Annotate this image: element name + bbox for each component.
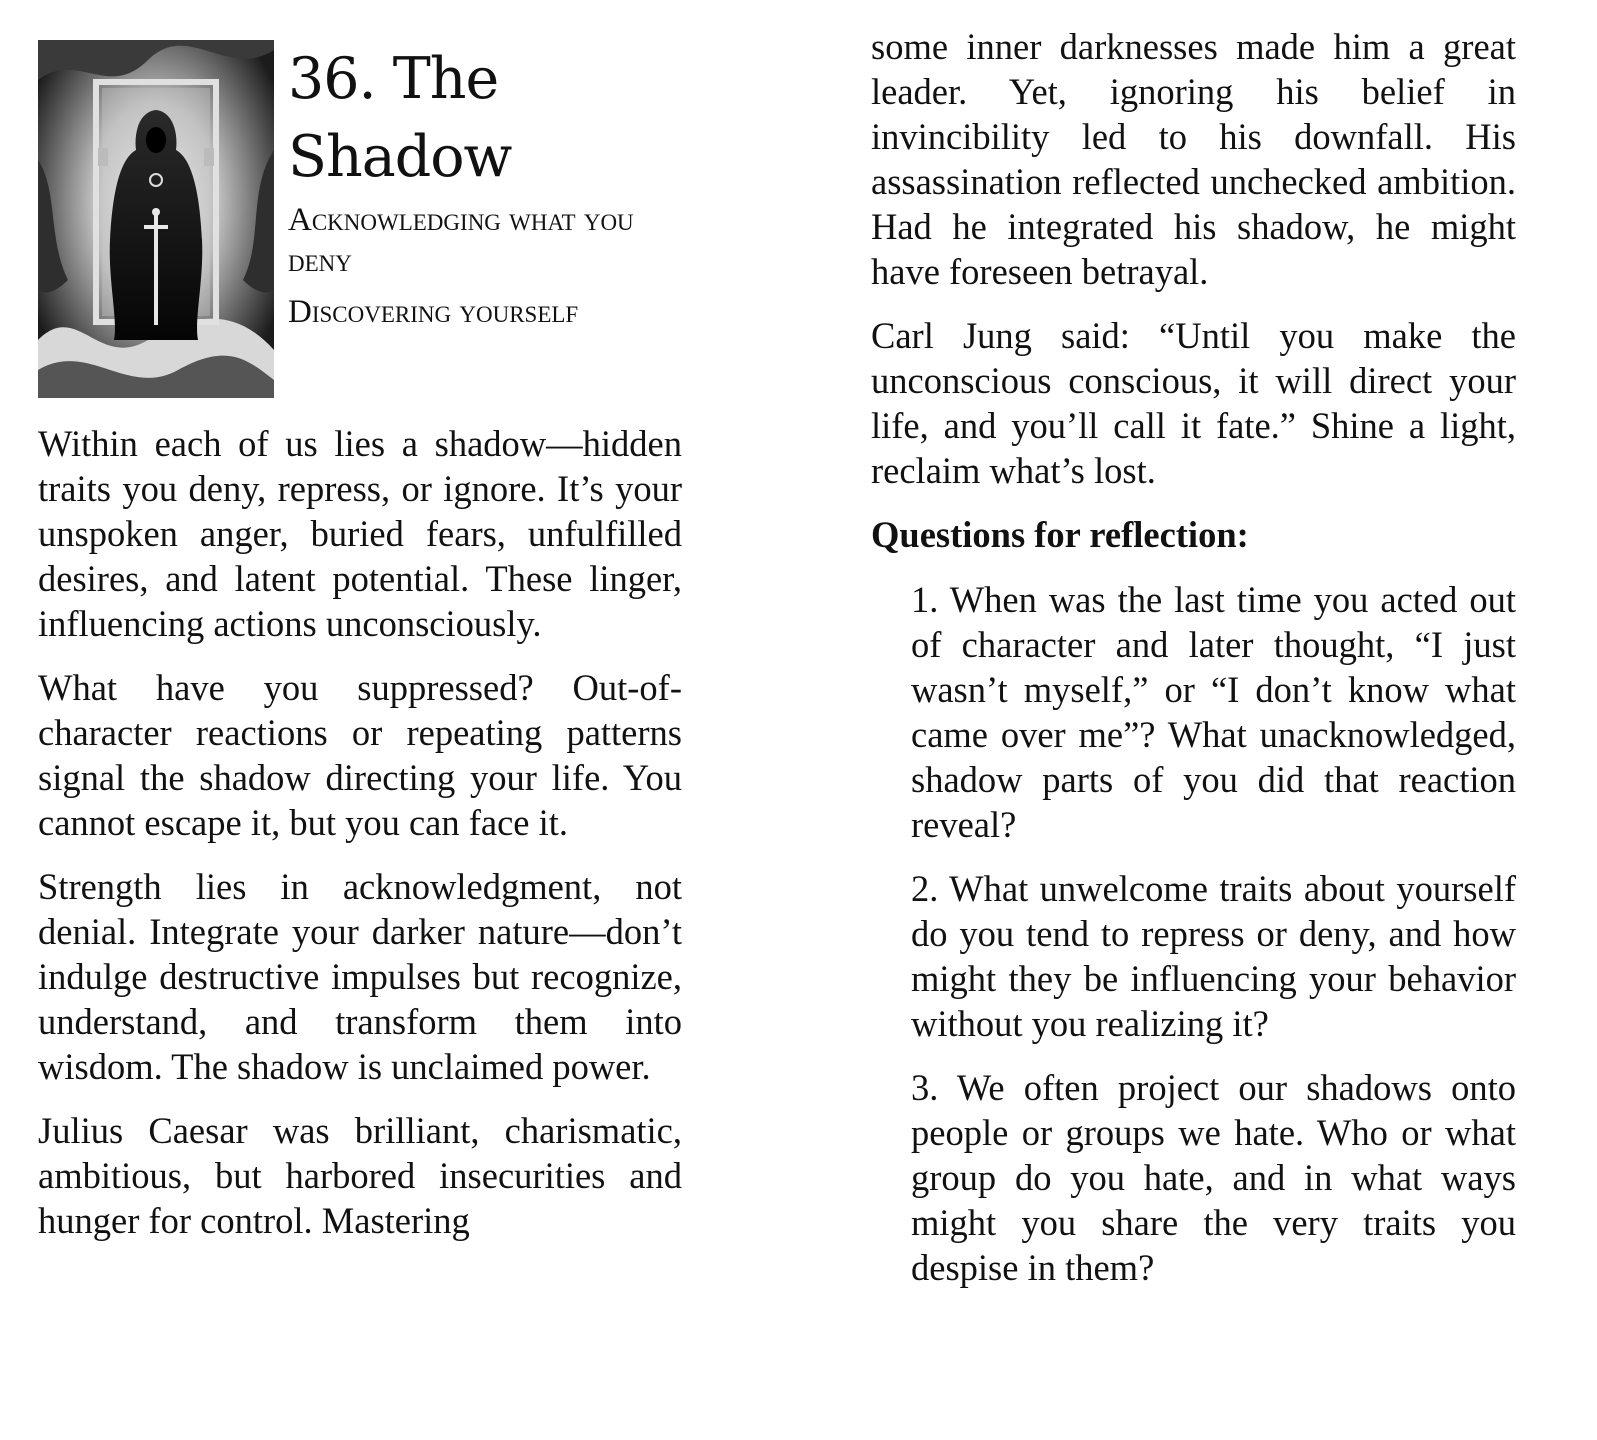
right-column — [871, 24, 1516, 1309]
chapter-title-line2: Shadow — [288, 124, 512, 190]
left-column — [38, 40, 682, 1262]
body-paragraph: some inner darknesses made him a great leader. Yet, ignoring his belief in invincibility led to his downfall. His assassination reflected unchecked ambition. Had he integrated his shadow, he might have foreseen betrayal. — [871, 26, 1516, 292]
body-paragraph: Within each of us lies a shadow—hidden traits you deny, repress, or ignore. It’s your unspoken anger, buried fears, unfulfilled desires, and latent potential. These linger, influencing actions unconsciously. — [38, 423, 682, 644]
hooded-figure-with-sword-illustration — [38, 40, 274, 398]
body-paragraph: Strength lies in acknowledgment, not denial. Integrate your darker nature—don’t indulge destructive impulses but recognize, understand, and transform them into wisdom. The shadow is unclaimed power. — [38, 866, 682, 1087]
chapter-illustration — [38, 40, 274, 398]
reflection-question: 1. When was the last time you acted out of character and later thought, “I just wasn’t myself,” or “I don’t know what came over me”? What unacknowledged, shadow parts of you did that reaction reveal? — [911, 579, 1516, 845]
body-paragraph: What have you suppressed? Out-of-character reactions or repeating patterns signal the shadow directing your life. You cannot escape it, but you can face it. — [38, 667, 682, 843]
reflection-questions — [871, 577, 1516, 1290]
chapter-subtitle-2: Discovering yourself — [288, 294, 579, 330]
body-paragraph: Carl Jung said: “Until you make the unconscious conscious, it will direct your life, and you’ll call it fate.” Shine a light, reclaim what’s lost. — [871, 315, 1516, 491]
reflection-heading: Questions for reflection: — [871, 514, 1249, 555]
reflection-question: 3. We often project our shadows onto people or groups we hate. Who or what group do you hate, and in what ways might you share the very traits you despise in them? — [911, 1067, 1516, 1288]
title-block — [288, 40, 682, 398]
chapter-title — [288, 40, 682, 196]
chapter-title-line1: 36. The — [288, 46, 499, 112]
chapter-header — [38, 40, 682, 398]
reflection-question: 2. What unwelcome traits about yourself do you tend to repress or deny, and how might they be influencing your behavior without you realizing it? — [911, 868, 1516, 1044]
chapter-subtitle-1: Acknowledging what you deny — [288, 202, 634, 279]
body-paragraph: Julius Caesar was brilliant, charismatic, ambitious, but harbored insecurities and hunger for control. Mastering — [38, 1110, 682, 1241]
